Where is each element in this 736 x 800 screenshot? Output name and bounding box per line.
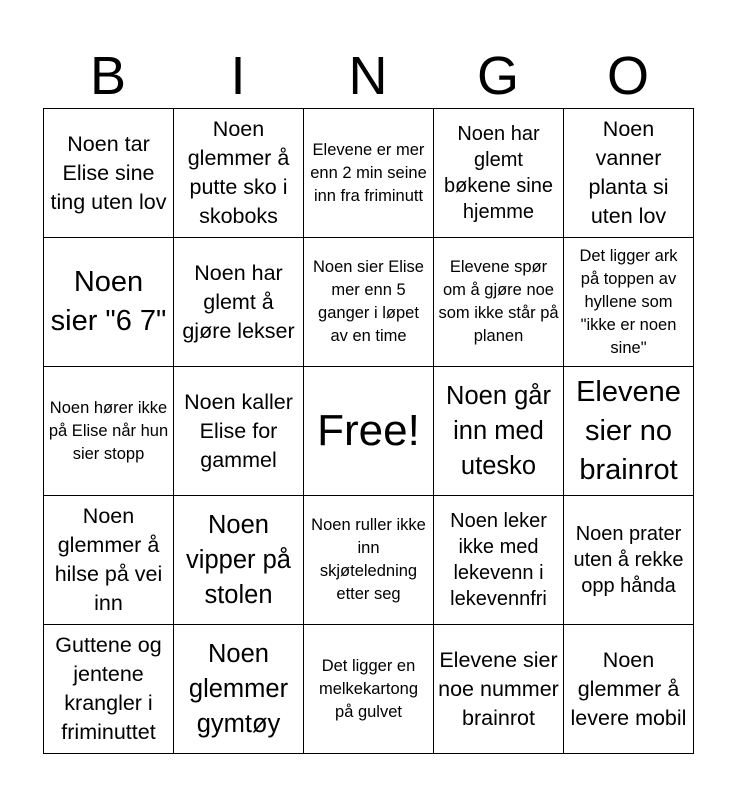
bingo-cell[interactable]: Noen har glemt å gjøre lekser [174, 238, 304, 367]
bingo-cell[interactable]: Noen går inn med utesko [434, 367, 564, 496]
board-row-4 [44, 496, 694, 625]
bingo-cell[interactable]: Noen sier "6 7" [44, 238, 174, 367]
bingo-cell[interactable]: Elevene spør om å gjøre noe som ikke står på planen [434, 238, 564, 367]
header-letter-b: B [89, 46, 127, 106]
bingo-cell[interactable]: Elevene sier no brainrot [564, 367, 694, 496]
bingo-cell[interactable]: Noen leker ikke med lekevenn i lekevennfri [434, 496, 564, 625]
bingo-cell[interactable]: Elevene er mer enn 2 min seine inn fra friminutt [304, 109, 434, 238]
bingo-cell[interactable]: Noen glemmer gymtøy [174, 625, 304, 754]
bingo-cell[interactable]: Noen glemmer å putte sko i skoboks [174, 109, 304, 238]
bingo-board [43, 108, 694, 754]
bingo-cell[interactable]: Noen ruller ikke inn skjøteledning etter seg [304, 496, 434, 625]
bingo-cell[interactable]: Noen har glemt bøkene sine hjemme [434, 109, 564, 238]
bingo-cell[interactable]: Noen hører ikke på Elise når hun sier stopp [44, 367, 174, 496]
bingo-cell[interactable]: Noen vipper på stolen [174, 496, 304, 625]
board-row-2 [44, 238, 694, 367]
bingo-header [43, 44, 693, 108]
board-row-5 [44, 625, 694, 754]
bingo-cell[interactable]: Noen sier Elise mer enn 5 ganger i løpet av en time [304, 238, 434, 367]
bingo-cell[interactable]: Det ligger ark på toppen av hyllene som "ikke er noen sine" [564, 238, 694, 367]
board-row-3 [44, 367, 694, 496]
bingo-cell[interactable]: Det ligger en melkekartong på gulvet [304, 625, 434, 754]
bingo-cell[interactable]: Elevene sier noe nummer brainrot [434, 625, 564, 754]
header-letter-i: I [230, 46, 246, 106]
header-letter-o: O [606, 46, 649, 106]
header-letter-n: N [348, 46, 388, 106]
free-cell[interactable]: Free! [304, 367, 434, 496]
bingo-cell[interactable]: Noen glemmer å hilse på vei inn [44, 496, 174, 625]
bingo-cell[interactable]: Noen kaller Elise for gammel [174, 367, 304, 496]
bingo-cell[interactable]: Noen tar Elise sine ting uten lov [44, 109, 174, 238]
bingo-cell[interactable]: Noen glemmer å levere mobil [564, 625, 694, 754]
bingo-cell[interactable]: Noen vanner planta si uten lov [564, 109, 694, 238]
bingo-cell[interactable]: Guttene og jentene krangler i friminuttet [44, 625, 174, 754]
bingo-cell[interactable]: Noen prater uten å rekke opp hånda [564, 496, 694, 625]
board-row-1 [44, 109, 694, 238]
header-letter-g: G [476, 46, 519, 106]
